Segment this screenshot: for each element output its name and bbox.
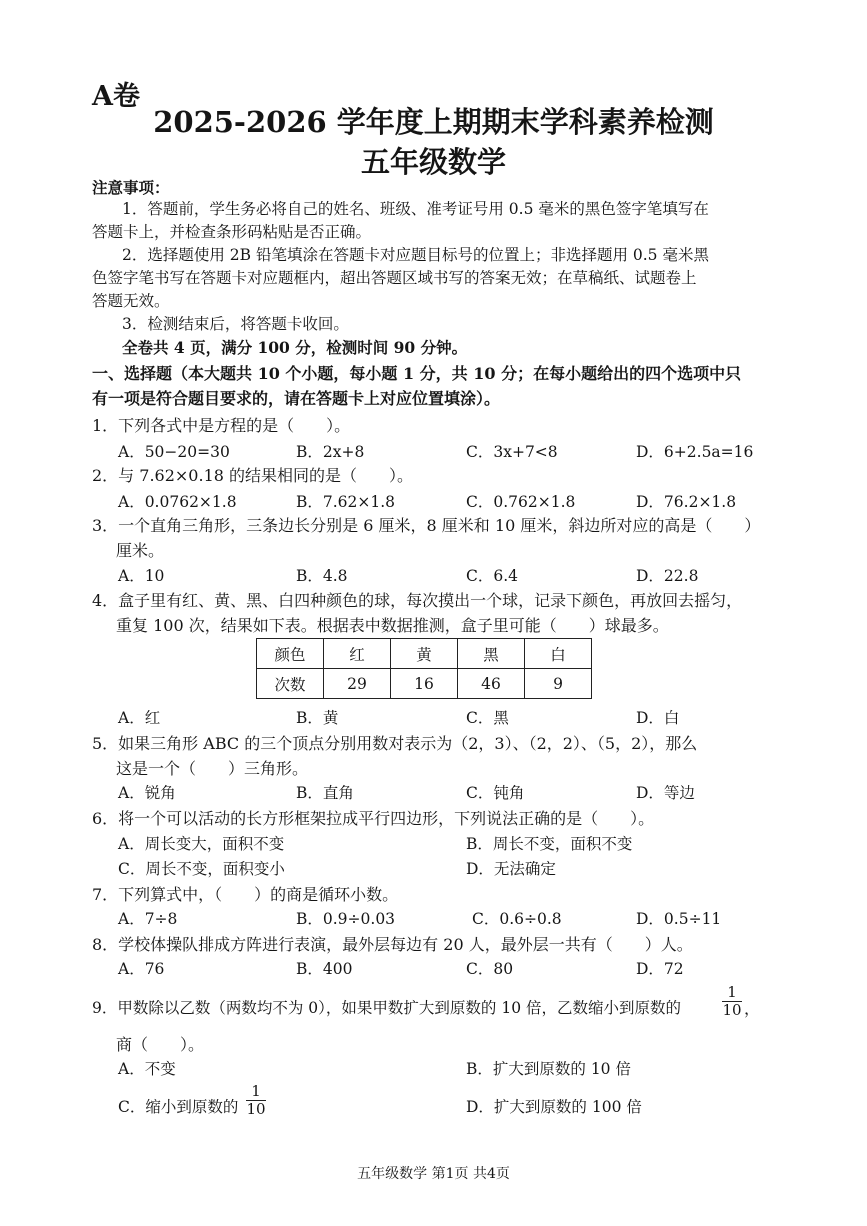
q9-stem-line-2: 商（ ）。: [116, 1035, 205, 1054]
q2-option-b: B．7.62×1.8: [296, 493, 396, 511]
q2-option-a: A．0.0762×1.8: [118, 493, 237, 511]
q9-option-c-fraction: [246, 1083, 266, 1118]
note-1-line-2: 答题卡上，并检查条形码粘贴是否正确。: [92, 223, 372, 241]
q3-option-d: D．22.8: [636, 567, 699, 585]
q5-option-b: B．直角: [296, 784, 354, 802]
q9-option-d: D．扩大到原数的 100 倍: [466, 1098, 642, 1116]
fraction-denominator: 10: [246, 1100, 266, 1118]
q1-option-a: A．50−20=30: [118, 443, 230, 461]
fraction-denominator: 10: [722, 1001, 742, 1019]
q9-comma: ，: [744, 999, 761, 1018]
q1-option-b: B．2x+8: [296, 443, 365, 461]
q6-option-b: B．周长不变，面积不变: [466, 835, 633, 853]
table-cell: 黄: [391, 639, 458, 669]
table-cell: 29: [324, 669, 391, 699]
exam-title: 2025-2026 学年度上期期末学科素养检测: [153, 105, 714, 139]
q3-stem-line-2: 厘米。: [116, 541, 165, 560]
q8-option-d: D．72: [636, 960, 684, 978]
q7-option-b: B．0.9÷0.03: [296, 910, 396, 928]
q4-option-b: B．黄: [296, 709, 339, 727]
q9-fraction: [722, 984, 742, 1019]
q3-option-a: A．10: [118, 567, 165, 585]
section-1-heading-line-1: 一、选择题（本大题共 10 个小题，每小题 1 分，共 10 分；在每小题给出的四个选项中只: [92, 364, 742, 383]
table-cell: 46: [458, 669, 525, 699]
table-row: [257, 639, 592, 669]
q7-option-c: C．0.6÷0.8: [472, 910, 562, 928]
q1-option-d: D．6+2.5a=16: [636, 443, 754, 461]
q5-option-c: C．钝角: [466, 784, 525, 802]
ball-count-table: [256, 638, 592, 699]
table-cell: 9: [525, 669, 592, 699]
q9-option-a: A．不变: [118, 1060, 176, 1078]
note-3: 3．检测结束后，将答题卡收回。: [122, 315, 349, 333]
notes-heading: 注意事项：: [92, 178, 170, 197]
q8-stem: 8．学校体操队排成方阵进行表演，最外层每边有 20 人，最外层一共有（ ）人。: [92, 935, 693, 954]
q6-stem: 6．将一个可以活动的长方形框架拉成平行四边形，下列说法正确的是（ ）。: [92, 809, 655, 828]
q4-option-c: C．黑: [466, 709, 509, 727]
exam-subtitle: 五年级数学: [360, 145, 506, 179]
q5-option-d: D．等边: [636, 784, 695, 802]
q8-option-b: B．400: [296, 960, 353, 978]
table-cell: 次数: [257, 669, 324, 699]
q4-option-d: D．白: [636, 709, 680, 727]
q5-option-a: A．锐角: [118, 784, 176, 802]
q4-stem-line-1: 4．盒子里有红、黄、黑、白四种颜色的球，每次摸出一个球，记录下颜色，再放回去摇匀，: [92, 591, 743, 610]
q4-option-a: A．红: [118, 709, 161, 727]
q4-stem-line-2: 重复 100 次，结果如下表。根据表中数据推测，盒子里可能（ ）球最多。: [116, 616, 669, 635]
q3-stem-line-1: 3．一个直角三角形，三条边长分别是 6 厘米，8 厘米和 10 厘米，斜边所对应的高是（ ）: [92, 516, 761, 535]
table-cell: 颜色: [257, 639, 324, 669]
note-2-line-1: 2．选择题使用 2B 铅笔填涂在答题卡对应题目标号的位置上；非选择题用 0.5 毫米黑: [122, 246, 709, 264]
table-row: [257, 669, 592, 699]
fraction-numerator: 1: [246, 1083, 266, 1101]
q7-option-d: D．0.5÷11: [636, 910, 722, 928]
table-cell: 黑: [458, 639, 525, 669]
table-cell: 16: [391, 669, 458, 699]
q8-option-c: C．80: [466, 960, 514, 978]
note-2-line-3: 答题无效。: [92, 292, 170, 310]
note-2-line-2: 色签字笔书写在答题卡对应题框内，超出答题区域书写的答案无效；在草稿纸、试题卷上: [92, 269, 697, 287]
q2-stem: 2．与 7.62×0.18 的结果相同的是（ ）。: [92, 466, 414, 485]
q5-stem-line-2: 这是一个（ ）三角形。: [116, 759, 309, 778]
q9-stem-line-1: 9．甲数除以乙数（两数均不为 0），如果甲数扩大到原数的 10 倍，乙数缩小到原数的: [92, 999, 681, 1017]
page-footer: 五年级数学 第1页 共4页: [357, 1166, 510, 1182]
q3-option-b: B．4.8: [296, 567, 348, 585]
q7-option-a: A．7÷8: [118, 910, 178, 928]
q7-stem: 7．下列算式中，（ ）的商是循环小数。: [92, 885, 399, 904]
q9-option-b: B．扩大到原数的 10 倍: [466, 1060, 631, 1078]
q1-option-c: C．3x+7<8: [466, 443, 558, 461]
q5-stem-line-1: 5．如果三角形 ABC 的三个顶点分别用数对表示为（2，3）、（2，2）、（5，2），那么: [92, 734, 698, 753]
q6-option-a: A．周长变大，面积不变: [118, 835, 285, 853]
section-1-heading-line-2: 有一项是符合题目要求的，请在答题卡上对应位置填涂）。: [92, 389, 501, 408]
q8-option-a: A．76: [118, 960, 165, 978]
paper-label: A卷: [92, 81, 140, 112]
fraction-numerator: 1: [722, 984, 742, 1002]
table-cell: 白: [525, 639, 592, 669]
q3-option-c: C．6.4: [466, 567, 519, 585]
note-1-line-1: 1．答题前，学生务必将自己的姓名、班级、准考证号用 0.5 毫米的黑色签字笔填写在: [122, 200, 709, 218]
q6-option-d: D．无法确定: [466, 860, 556, 878]
total-info: 全卷共 4 页，满分 100 分，检测时间 90 分钟。: [122, 338, 468, 357]
q1-stem: 1．下列各式中是方程的是（ ）。: [92, 416, 351, 435]
q6-option-c: C．周长不变，面积变小: [118, 860, 285, 878]
q9-option-c: C．缩小到原数的: [118, 1098, 239, 1116]
q2-option-d: D．76.2×1.8: [636, 493, 737, 511]
table-cell: 红: [324, 639, 391, 669]
q2-option-c: C．0.762×1.8: [466, 493, 576, 511]
